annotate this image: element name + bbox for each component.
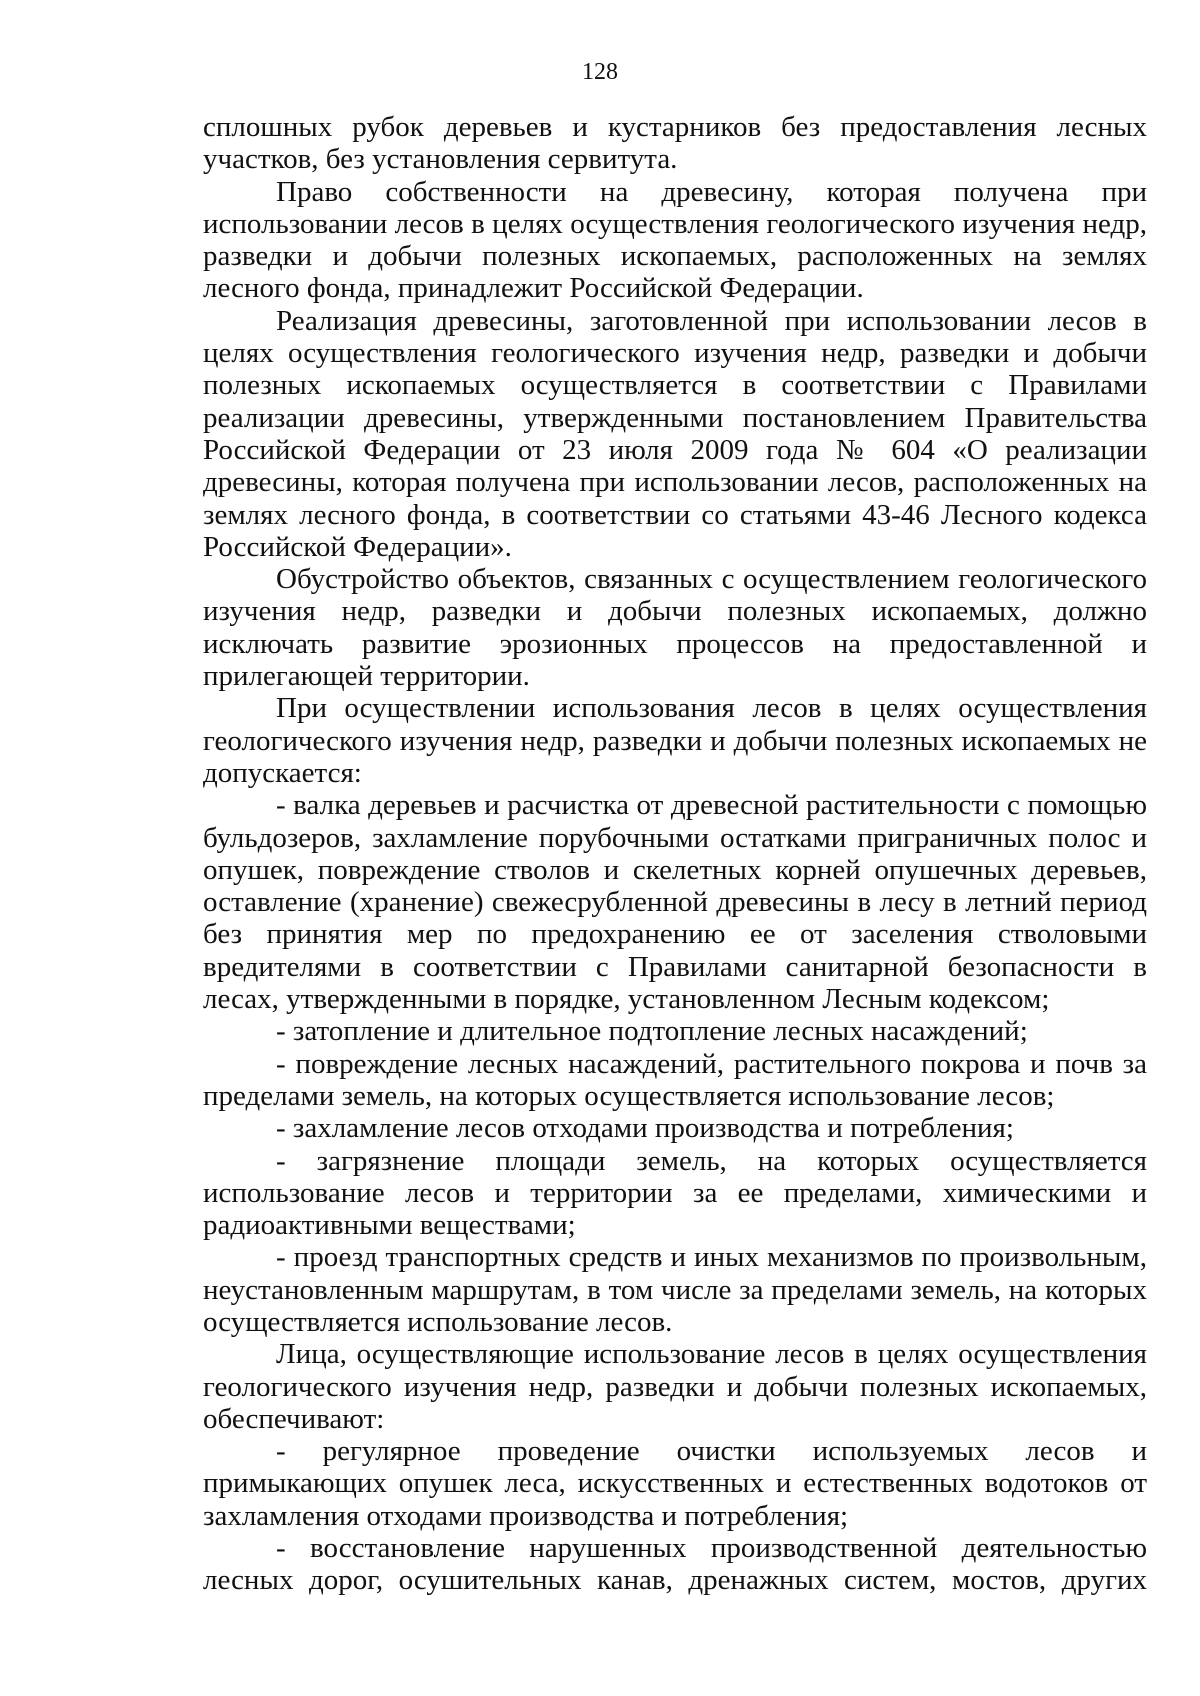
page-number: 128: [582, 59, 618, 85]
list-item: - проезд транспортных средств и иных механизмов по произвольным, неустановленным маршрутам, в том числе за пределами земель, на которых осуществляется использование лесов.: [203, 1241, 1147, 1338]
paragraph: Обустройство объектов, связанных с осуществлением геологического изучения недр, разведки и добычи полезных ископаемых, должно исключать развитие эрозионных процессов на предоставленной и прилегающей территории.: [203, 563, 1147, 693]
list-item: - восстановление нарушенных производственной деятельностью лесных дорог, осушительных канав, дренажных систем, мостов, других: [203, 1532, 1147, 1597]
paragraph: Право собственности на древесину, которая получена при использовании лесов в целях осуществления геологического изучения недр, разведки и добычи полезных ископаемых, расположенных на землях лесного фонда, принадлежит Российской Федерации.: [203, 175, 1147, 305]
list-item: - захламление лесов отходами производства и потребления;: [276, 1112, 1014, 1145]
list-item: - загрязнение площади земель, на которых осуществляется использование лесов и территории за ее пределами, химическими и радиоактивными веществами;: [203, 1144, 1147, 1242]
list-item: - регулярное проведение очистки используемых лесов и примыкающих опушек леса, искусственных и естественных водотоков от захламления отходами производства и потребления;: [203, 1435, 1147, 1532]
list-item: - повреждение лесных насаждений, растительного покрова и почв за пределами земель, на которых осуществляется использование лесов;: [203, 1047, 1147, 1112]
paragraph: Лица, осуществляющие использование лесов в целях осуществления геологического изучения недр, разведки и добычи полезных ископаемых, обеспечивают:: [203, 1338, 1147, 1435]
document-body: [203, 111, 1147, 1597]
paragraph: При осуществлении использования лесов в целях осуществления геологического изучения недр, разведки и добычи полезных ископаемых не допускается:: [203, 692, 1147, 789]
paragraph: сплошных рубок деревьев и кустарников без предоставления лесных участков, без установления сервитута.: [203, 111, 1147, 176]
paragraph: Реализация древесины, заготовленной при использовании лесов в целях осуществления геологического изучения недр, разведки и добычи полезных ископаемых осуществляется в соответствии с Правилами реализации древесины, утвержденными постановлением Правительства Российской Федерации от 23 июля 2009 года № 604 «О реализации древесины, которая получена при использовании лесов, расположенных на землях лесного фонда, в соответствии со статьями 43-46 Лесного кодекса Российской Федерации».: [203, 304, 1147, 563]
list-item: - валка деревьев и расчистка от древесной растительности с помощью бульдозеров, захламление порубочными остатками приграничных полос и опушек, повреждение стволов и скелетных корней опушечных деревьев, оставление (хранение) свежесрубленной древесины в лесу в летний период без принятия мер по предохранению ее от заселения стволовыми вредителями в соответствии с Правилами санитарной безопасности в лесах, утвержденными в порядке, установленном Лесным кодексом;: [203, 789, 1147, 1016]
list-item: - затопление и длительное подтопление лесных насаждений;: [276, 1015, 1028, 1048]
